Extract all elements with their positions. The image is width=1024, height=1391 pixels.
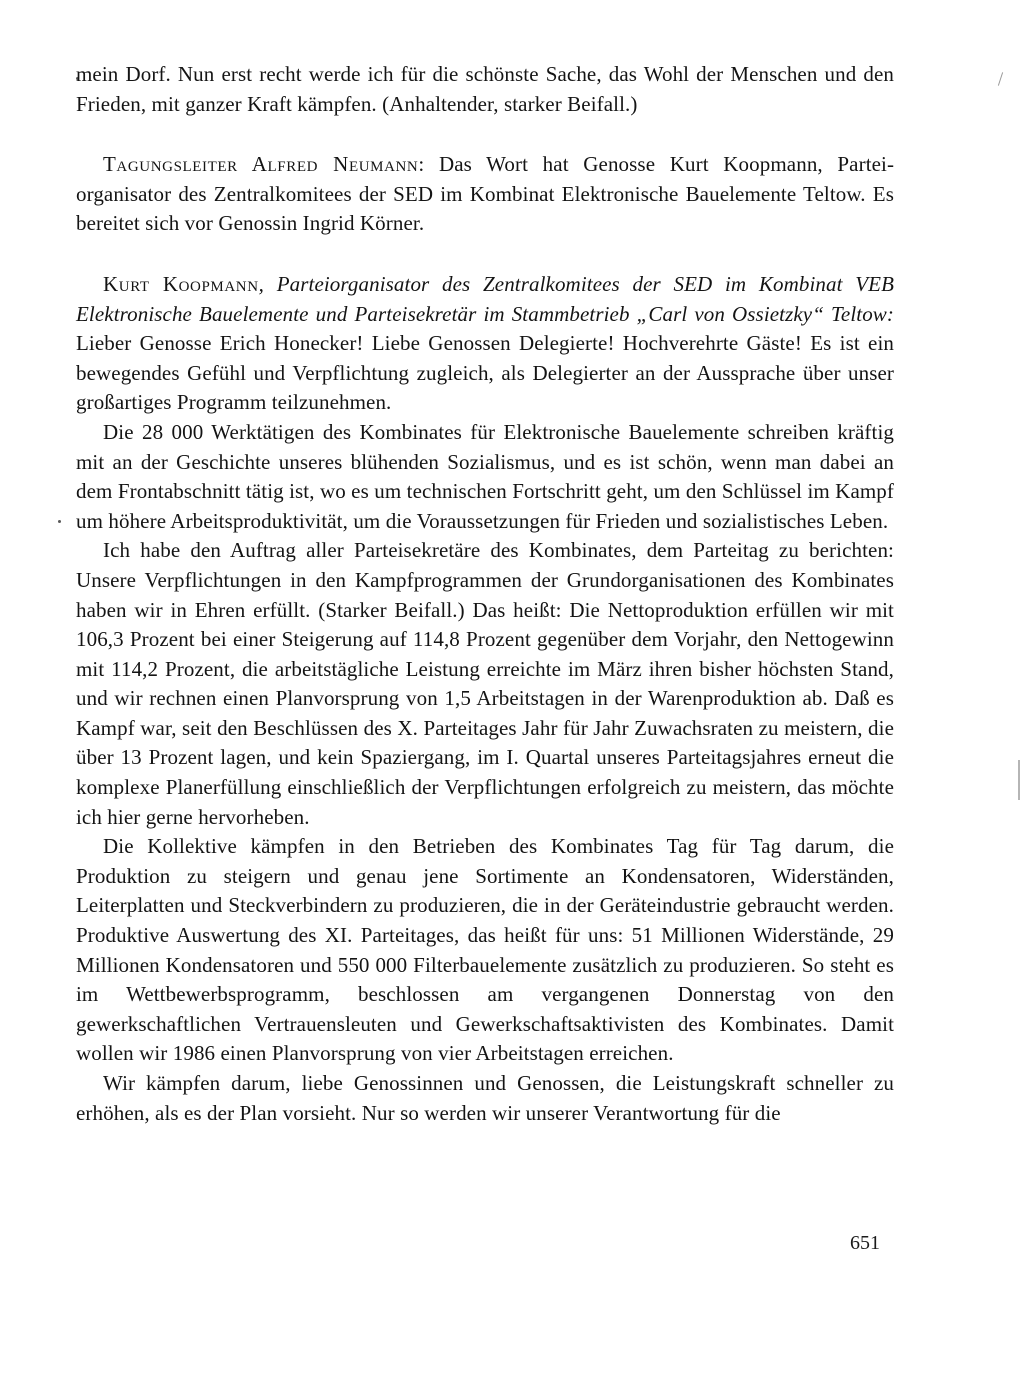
paragraph-text: Wir kämpfen darum, liebe Genossinnen und Genossen, die Leistungskraft schneller zu erhöhen, als es der Plan vorsieht. Nur so werden wir unserer Verantwortung für die (76, 1071, 894, 1125)
speaker-name: Kurt Koopmann (103, 271, 259, 296)
speaker-name: Tagungsleiter Alfred Neumann (103, 152, 419, 177)
scan-edge-mark (1018, 760, 1020, 800)
paragraph-text: Ich habe den Auftrag aller Parteisekretäre des Kombinates, dem Parteitag zu berichten: Unsere Verpflichtungen in den Kampfprogrammen der Grundorganisationen des Kombinates haben wir in Ehren erfüllt. (Starker Beifall.) Das heißt: Die Nettoproduktion erfüllen wir mit 106,3 Prozent bei einer Steigerung auf 114,8 Prozent gegenüber dem Vorjahr, den Nettogewinn mit 114,2 Prozent, die arbeitstägliche Leistung erreichte im März ihren bisher höchsten Stand, und wir rechnen einen Planvorsprung von 1,5 Arbeitstagen in der Warenproduktion ab. Daß es Kampf war, seit den Beschlüssen des X. Parteitages Jahr für Jahr Zuwachsraten zu meistern, die über 13 Prozent lagen, und kein Spaziergang, im I. Quartal unseres Parteitagsjahres erneut die komplexe Planerfüllung einschließlich der Verpflichtungen erfolgreich zu meistern, das möchte ich hier gerne hervorheben. (76, 538, 894, 829)
paragraph-text: : Das Wort hat Genosse Kurt Koopmann, Parteiorganisator des Zentralkomitees der SED im Kombinat Elektronische Bauelemente Teltow. Es bereitet sich vor Genossin Ingrid Körner. (76, 152, 894, 236)
document-page (76, 60, 894, 1128)
paragraph-speech-opening (76, 270, 894, 418)
paragraph-body (76, 536, 894, 832)
paragraph-body (76, 1069, 894, 1128)
paragraph-chair-announcement (76, 150, 894, 239)
paragraph-body (76, 418, 894, 536)
paragraph-text: Die 28 000 Werktätigen des Kombinates für Elektronische Bauelemente schreiben kräftig mit an der Geschichte unseres blühenden Sozialismus, und es ist schön, wenn man dabei an dem Frontabschnitt tätig ist, wo es um technischen Fortschritt geht, um den Schlüssel im Kampf um höhere Arbeitsproduktivität, um die Voraussetzungen für Frieden und sozialistisches Leben. (76, 419, 894, 533)
paragraph-text: Lieber Genosse Erich Honecker! Liebe Genossen Delegierte! Hochverehrte Gäste! Es ist ein bewegendes Gefühl und Verpflichtung zugleich, als Delegierter an der Aussprache über unser großartiges Programm teilzunehmen. (76, 331, 894, 415)
speaker-role: , Parteiorganisator des Zentralkomitees der SED im Kombinat VEB Elektronische Bauelemente und Parteisekretär im Stammbetrieb „Carl von Ossietzky“ Teltow: (76, 271, 894, 326)
paragraph-continuation (76, 60, 894, 119)
paragraph-text: Die Kollektive kämpfen in den Betrieben des Kombinates Tag für Tag darum, die Produktion zu steigern und genau jene Sortimente an Kondensatoren, Widerständen, Leiterplatten und Steckverbindern zu produzieren, die in der Geräteindustrie gebraucht werden. Produktive Auswertung des XI. Parteitages, das heißt für uns: 51 Millionen Widerstände, 29 Millionen Kondensatoren und 550 000 Filterbauelemente zusätzlich zu produzieren. So steht es im Wettbewerbsprogramm, beschlossen am vergangenen Donnerstag von den gewerkschaftlichen Vertrauensleuten und Gewerkschaftsaktivisten des Kombinates. Damit wollen wir 1986 einen Planvorsprung von vier Arbeitstagen erreichen. (76, 834, 894, 1066)
scan-mark (998, 72, 1003, 86)
page-number: 651 (850, 1232, 880, 1254)
paragraph-text: mein Dorf. Nun erst recht werde ich für die schönste Sache, das Wohl der Menschen und den Frieden, mit ganzer Kraft kämpfen. (Anhaltender, starker Beifall.) (76, 62, 894, 116)
scan-speck (58, 520, 61, 523)
paragraph-body (76, 832, 894, 1069)
